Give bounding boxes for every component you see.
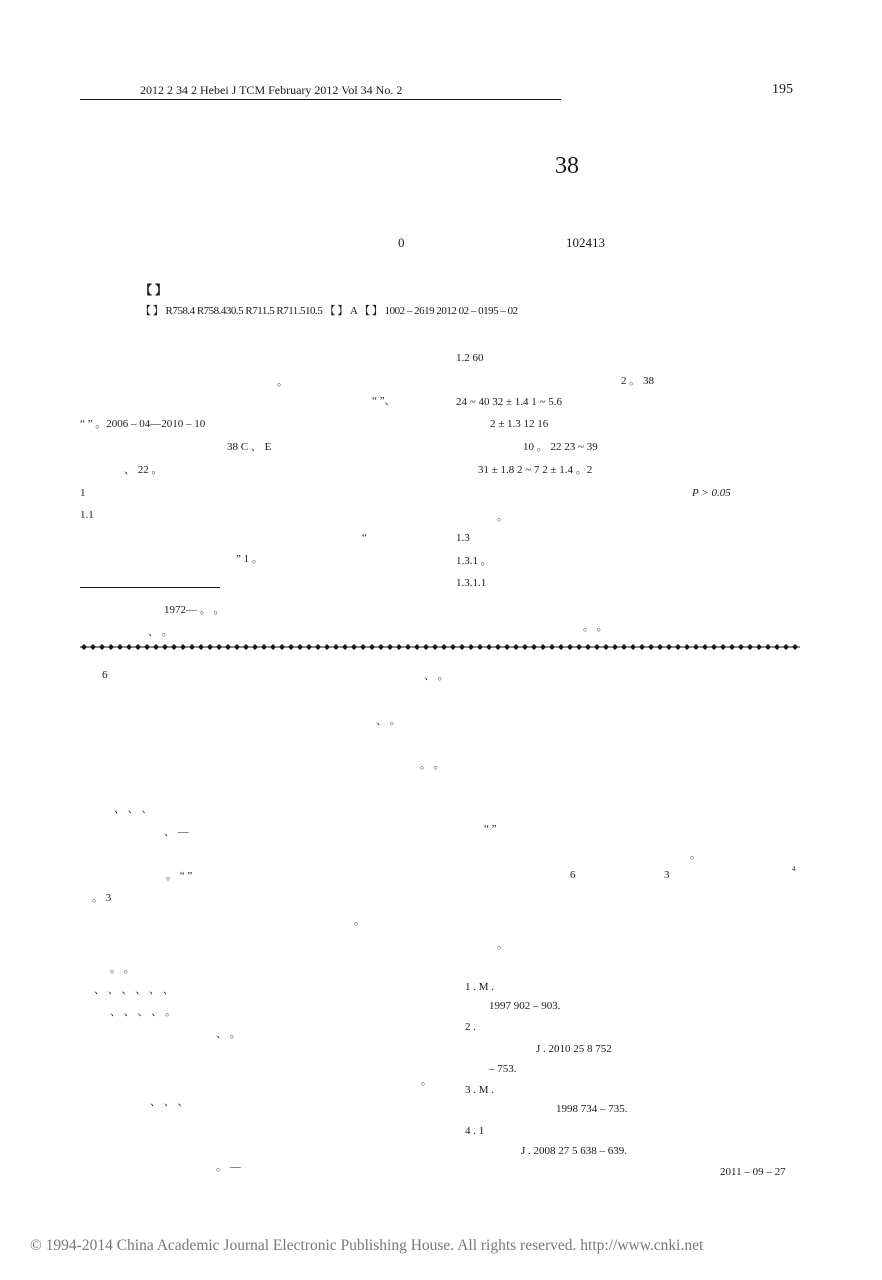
- divider-diamond: [261, 644, 267, 650]
- divider-diamond: [252, 644, 258, 650]
- divider-diamond: [693, 644, 699, 650]
- lower-text-line: 。 。: [110, 963, 135, 975]
- section-heading: 1.2 60: [456, 352, 484, 364]
- divider-diamond: [360, 644, 366, 650]
- divider-diamond: [297, 644, 303, 650]
- divider-diamond: [585, 644, 591, 650]
- lower-text-line: 、 。: [424, 670, 449, 682]
- left-text-line: “: [362, 532, 367, 544]
- right-text-line: 2 ± 1.3 12 16: [490, 418, 549, 430]
- lower-text-line: 、 、 、: [114, 803, 153, 815]
- reference-entry: 1998 734 – 735.: [556, 1103, 628, 1115]
- divider-diamond: [765, 644, 771, 650]
- divider-diamond: [189, 644, 195, 650]
- received-date: 2011 – 09 – 27: [720, 1166, 786, 1178]
- left-text-line: 1: [80, 487, 86, 499]
- divider-diamond: [243, 644, 249, 650]
- divider-diamond: [216, 644, 222, 650]
- divider-diamond: [369, 644, 375, 650]
- divider-diamond: [783, 644, 789, 650]
- section-heading: 1.3: [456, 532, 470, 544]
- left-text-line: “ ” 。2006 – 04—2010 – 10: [80, 418, 206, 430]
- divider-diamond: [531, 644, 537, 650]
- right-text-line: 。 。: [583, 621, 608, 633]
- footnote-rule: [80, 587, 220, 588]
- divider-diamond: [432, 644, 438, 650]
- divider-diamond: [756, 644, 762, 650]
- divider-diamond: [468, 644, 474, 650]
- lower-text-line: 。 。: [420, 759, 445, 771]
- reference-entry: J . 2008 27 5 638 – 639.: [521, 1145, 628, 1157]
- lower-text-line: 。 —: [216, 1161, 241, 1173]
- section-heading: 1.3.1.1: [456, 577, 487, 589]
- divider-diamond: [126, 644, 132, 650]
- divider-diamond: [306, 644, 312, 650]
- divider-diamond: [207, 644, 213, 650]
- divider-diamond: [441, 644, 447, 650]
- lower-text-line: 。: [354, 915, 365, 927]
- divider-diamond: [450, 644, 456, 650]
- divider-diamond: [549, 644, 555, 650]
- divider-diamond: [747, 644, 753, 650]
- citation-superscript: 4: [792, 865, 796, 873]
- copyright-footer: © 1994-2014 China Academic Journal Electronic Publishing House. All rights reserved. http://www.cnki.net: [30, 1237, 704, 1254]
- author-affiliation: 0: [398, 235, 405, 250]
- divider-diamond: [729, 644, 735, 650]
- divider-diamond: [666, 644, 672, 650]
- divider-diamond: [621, 644, 627, 650]
- divider-diamond: [108, 644, 114, 650]
- divider-diamond: [594, 644, 600, 650]
- divider-diamond: [675, 644, 681, 650]
- divider-diamond: [459, 644, 465, 650]
- divider-diamond: [423, 644, 429, 650]
- right-text-line: 。: [497, 511, 508, 523]
- left-text-line: 。: [277, 376, 288, 388]
- divider-diamond: [612, 644, 618, 650]
- divider-diamond: [387, 644, 393, 650]
- divider-diamond: [720, 644, 726, 650]
- divider-diamond: [333, 644, 339, 650]
- reference-entry: 2 .: [465, 1021, 476, 1033]
- divider-diamond: [396, 644, 402, 650]
- divider-diamond: [315, 644, 321, 650]
- divider-diamond: [513, 644, 519, 650]
- divider-diamond: [603, 644, 609, 650]
- divider-diamond: [198, 644, 204, 650]
- lower-text-line: 6: [570, 869, 576, 881]
- divider-diamond: [486, 644, 492, 650]
- lower-text-line: 、 —: [164, 826, 189, 838]
- divider-diamond: [405, 644, 411, 650]
- postal-code: 102413: [566, 235, 605, 250]
- lower-text-line: 3: [664, 869, 670, 881]
- journal-header: 2012 2 34 2 Hebei J TCM February 2012 Vol 34 No. 2: [140, 83, 403, 97]
- right-text-line: 24 ~ 40 32 ± 1.4 1 ~ 5.6: [456, 396, 562, 408]
- divider-diamond: [657, 644, 663, 650]
- author-footnote: 1972— 。 。: [164, 604, 225, 616]
- lower-text-line: 。 “ ”: [166, 870, 193, 882]
- divider-diamond: [414, 644, 420, 650]
- lower-text-line: 6: [102, 669, 108, 681]
- reference-entry: 1 . M .: [465, 981, 495, 993]
- reference-entry: 3 . M .: [465, 1084, 495, 1096]
- lower-text-line: 、 。: [376, 715, 401, 727]
- section-heading: 1.1: [80, 509, 94, 521]
- divider-diamond: [711, 644, 717, 650]
- page-number: 195: [772, 82, 793, 97]
- lower-text-line: 、 、 、: [150, 1096, 189, 1108]
- lower-text-line: 。 3: [92, 892, 112, 904]
- divider-diamond: [234, 644, 240, 650]
- lower-text-line: 、 、 、 、 、 、: [94, 984, 174, 996]
- author-footnote: 、 。: [148, 626, 173, 638]
- divider-diamond: [153, 644, 159, 650]
- divider-diamond: [504, 644, 510, 650]
- divider-diamond: [288, 644, 294, 650]
- divider-diamond: [558, 644, 564, 650]
- classification-line: 【 】 R758.4 R758.430.5 R711.5 R711.510.5 【 】 A 【 】 1002 – 2619 2012 02 – 0195 – 02: [140, 305, 518, 317]
- divider-diamond: [477, 644, 483, 650]
- divider-diamond: [522, 644, 528, 650]
- divider-diamond: [567, 644, 573, 650]
- divider-diamond: [630, 644, 636, 650]
- lower-text-line: 。: [497, 939, 508, 951]
- divider-diamond: [279, 644, 285, 650]
- divider-diamond: [792, 644, 798, 650]
- divider-diamond: [378, 644, 384, 650]
- right-text-line: 2 。 38: [621, 375, 654, 387]
- reference-entry: – 753.: [489, 1063, 517, 1075]
- reference-entry: 4 . 1: [465, 1125, 485, 1137]
- ornamental-divider: [80, 640, 800, 654]
- divider-diamond: [135, 644, 141, 650]
- divider-diamond: [90, 644, 96, 650]
- divider-diamond: [351, 644, 357, 650]
- divider-diamond: [639, 644, 645, 650]
- lower-text-line: 。: [690, 849, 701, 861]
- article-title: 38: [555, 153, 579, 179]
- divider-diamond: [81, 644, 87, 650]
- lower-text-line: 、 、 、 、 。: [110, 1006, 176, 1018]
- divider-diamond: [162, 644, 168, 650]
- left-text-line: 、 22 。: [124, 464, 163, 476]
- divider-diamond: [324, 644, 330, 650]
- divider-diamond: [99, 644, 105, 650]
- left-text-line: 38 C 、 E: [227, 441, 272, 453]
- divider-diamond: [144, 644, 150, 650]
- left-text-line: “ ”、: [372, 395, 396, 407]
- divider-diamond: [576, 644, 582, 650]
- divider-diamond: [774, 644, 780, 650]
- reference-entry: 1997 902 – 903.: [489, 1000, 561, 1012]
- divider-diamond: [540, 644, 546, 650]
- right-text-line: 31 ± 1.8 2 ~ 7 2 ± 1.4 。2: [478, 464, 593, 476]
- left-text-line: ” 1 。: [236, 553, 263, 565]
- divider-diamond: [270, 644, 276, 650]
- abstract-label: 【 】: [140, 283, 168, 297]
- divider-diamond: [738, 644, 744, 650]
- header-rule: [80, 99, 561, 100]
- lower-text-line: “ ”: [484, 823, 497, 835]
- divider-diamond: [648, 644, 654, 650]
- divider-diamond: [171, 644, 177, 650]
- right-text-line: 10 。 22 23 ~ 39: [523, 441, 598, 453]
- divider-diamond: [495, 644, 501, 650]
- section-heading: 1.3.1 。: [456, 555, 492, 567]
- divider-diamond: [180, 644, 186, 650]
- divider-diamond: [684, 644, 690, 650]
- lower-text-line: 。: [421, 1075, 432, 1087]
- lower-text-line: 、 。: [216, 1028, 241, 1040]
- divider-diamond: [702, 644, 708, 650]
- divider-diamond: [342, 644, 348, 650]
- divider-diamond: [117, 644, 123, 650]
- p-value: P > 0.05: [692, 487, 731, 499]
- reference-entry: J . 2010 25 8 752: [536, 1043, 612, 1055]
- divider-diamond: [225, 644, 231, 650]
